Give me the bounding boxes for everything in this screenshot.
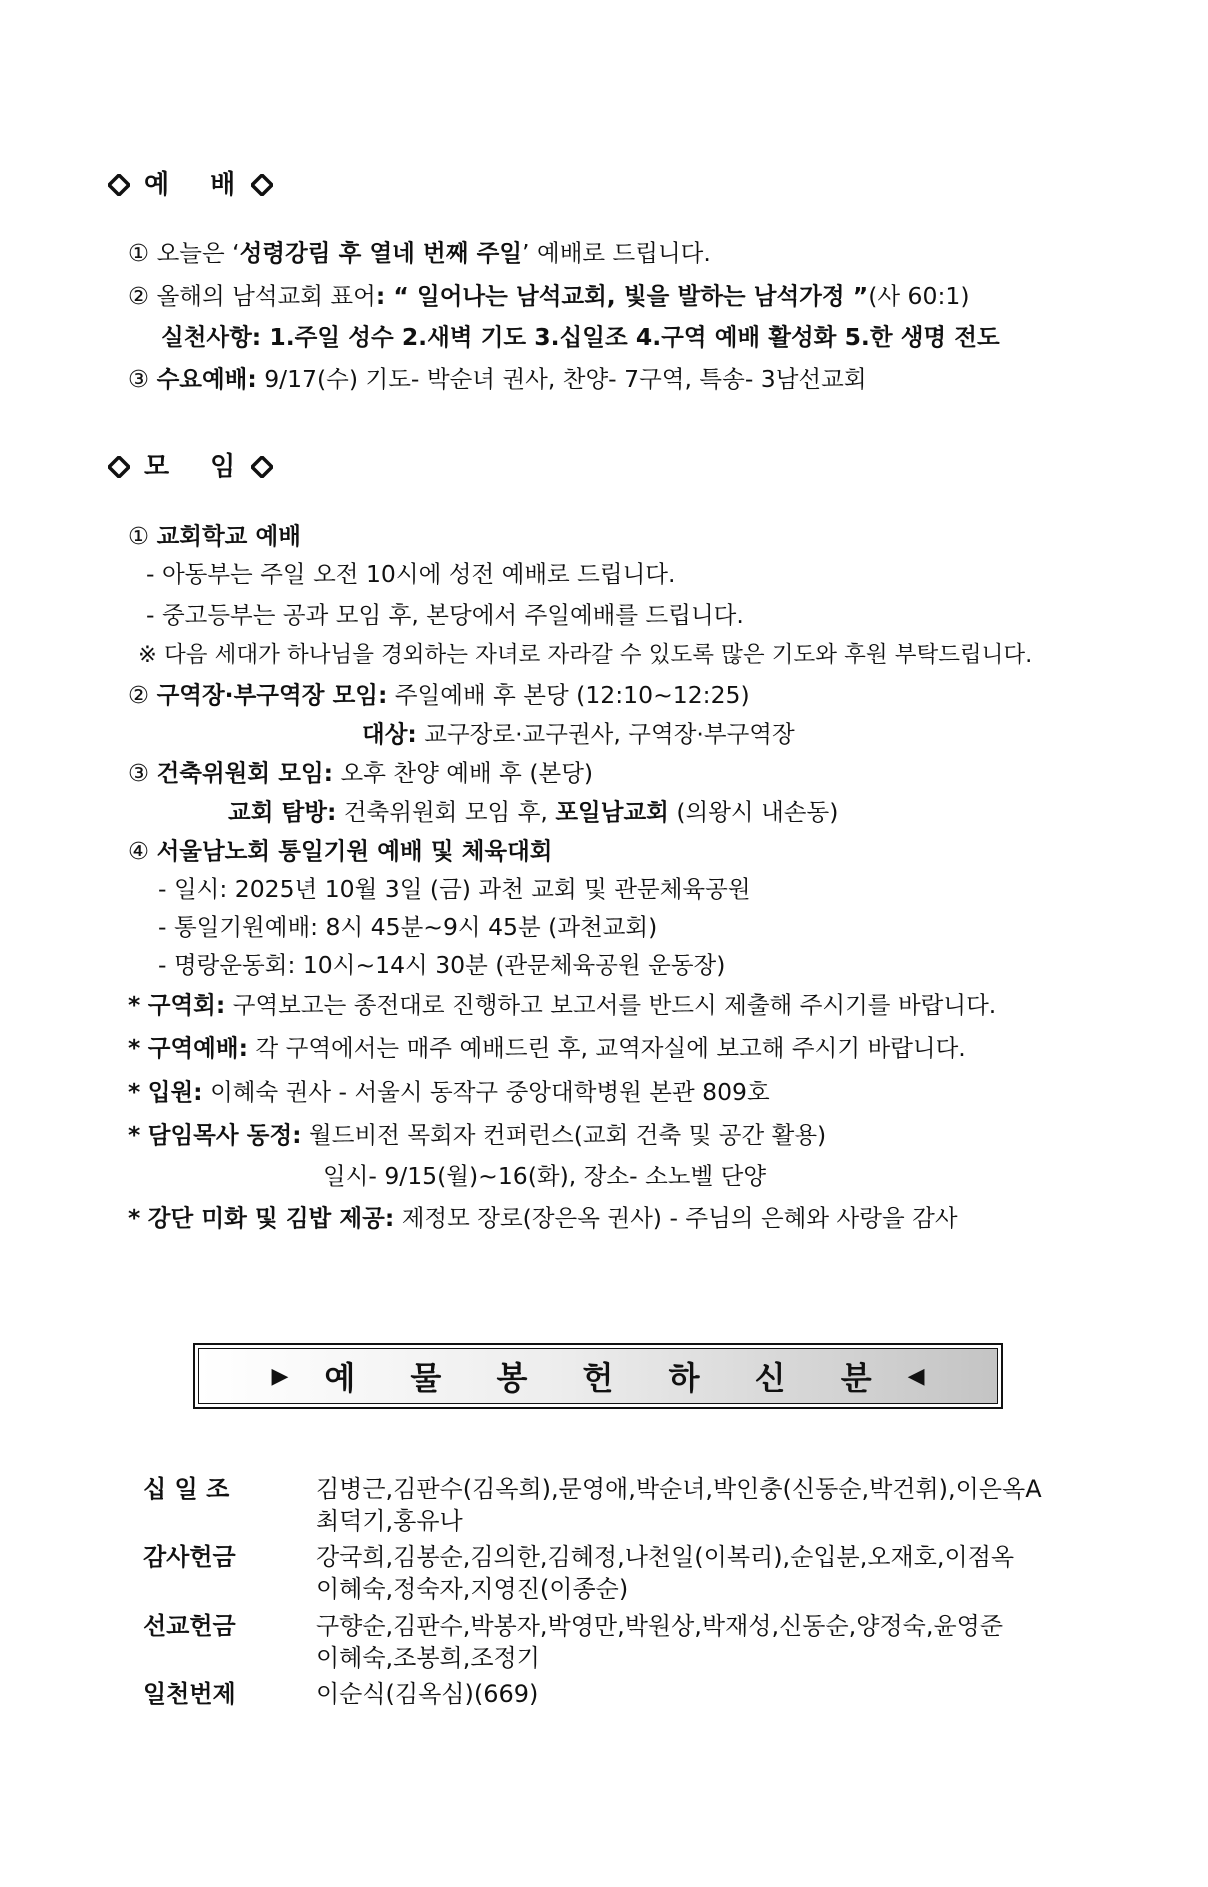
item-number: ③ bbox=[128, 759, 150, 787]
notice-4-schedule: 일시- 9/15(월)~16(화), 장소- 소노벨 단양 bbox=[323, 1162, 767, 1190]
star-bullet: * bbox=[128, 991, 141, 1019]
item-number: ② bbox=[128, 681, 150, 709]
left-triangle-icon: ◀ bbox=[907, 1363, 925, 1389]
worship-item-1 bbox=[128, 238, 711, 268]
item-number: ③ bbox=[128, 365, 150, 393]
item-bold-text: 구역장·부구역장 모임: bbox=[156, 681, 388, 709]
item-text: 교구장로·교구권사, 구역장·부구역장 bbox=[416, 720, 795, 748]
item-text: 오후 찬양 예배 후 (본당) bbox=[333, 759, 594, 787]
offering-banner bbox=[193, 1343, 1003, 1409]
offering-names-tithe-2: 최덕기,홍유나 bbox=[316, 1507, 463, 1535]
item-bold-text: 구역회: bbox=[147, 991, 226, 1019]
offering-label-thanks: 감사헌금 bbox=[143, 1543, 236, 1571]
notice-1 bbox=[128, 990, 996, 1020]
item-bold-text: 담임목사 동정: bbox=[147, 1121, 302, 1149]
item-text: 월드비전 목회자 컨퍼런스(교회 건축 및 공간 활용) bbox=[301, 1121, 827, 1149]
item-bold-text: 입원: bbox=[147, 1078, 203, 1106]
diamond-icon bbox=[108, 174, 130, 196]
meeting-3 bbox=[128, 758, 593, 788]
item-bold-text: 서울남노회 통일기원 예배 및 체육대회 bbox=[156, 837, 553, 865]
item-bold-text: 건축위원회 모임: bbox=[156, 759, 334, 787]
meeting-1-note: ※ 다음 세대가 하나님을 경외하는 자녀로 자라갈 수 있도록 많은 기도와 후원 부탁드립니다. bbox=[138, 642, 1033, 668]
meeting-1-head bbox=[128, 521, 301, 551]
offering-names-thanks-2: 이혜숙,정숙자,지영진(이종순) bbox=[316, 1575, 629, 1603]
diamond-icon bbox=[251, 174, 273, 196]
offering-names-mission-2: 이혜숙,조봉희,조정기 bbox=[316, 1644, 540, 1672]
offering-names-thousand-1: 이순식(김옥심)(669) bbox=[316, 1680, 539, 1708]
meeting-4-line-3: - 명랑운동회: 10시~14시 30분 (관문체육공원 운동장) bbox=[158, 951, 726, 979]
offering-banner-title: 예 물 봉 헌 하 신 분 bbox=[324, 1359, 894, 1397]
meeting-4-head bbox=[128, 836, 553, 866]
offering-names-thanks-1: 강국희,김봉순,김의한,김혜정,나천일(이복리),순입분,오재호,이점옥 bbox=[316, 1543, 1015, 1571]
item-text: ’ 예배로 드립니다. bbox=[522, 239, 711, 267]
offering-names-tithe-1: 김병근,김판수(김옥희),문영애,박순녀,박인충(신동순,박건휘),이은옥A bbox=[316, 1475, 1042, 1503]
item-number: ② bbox=[128, 282, 150, 310]
right-triangle-icon: ▶ bbox=[271, 1363, 289, 1389]
offering-label-mission: 선교헌금 bbox=[143, 1612, 236, 1640]
offering-banner-inner bbox=[198, 1348, 998, 1404]
item-bold-text: 교회 탐방: bbox=[228, 798, 337, 826]
item-bold-text: 수요예배: bbox=[156, 365, 257, 393]
item-text: 제정모 장로(장은옥 권사) - 주님의 은혜와 사랑을 감사 bbox=[394, 1204, 958, 1232]
offering-label-tithe: 십 일 조 bbox=[143, 1475, 230, 1503]
meeting-1-line-2: - 중고등부는 공과 모임 후, 본당에서 주일예배를 드립니다. bbox=[146, 601, 744, 629]
meeting-4-line-1: - 일시: 2025년 10월 3일 (금) 과천 교회 및 관문체육공원 bbox=[158, 875, 751, 903]
meetings-title: 모 임 bbox=[144, 452, 252, 482]
item-text: 구역보고는 종전대로 진행하고 보고서를 반드시 제출해 주시기를 바랍니다. bbox=[225, 991, 997, 1019]
item-number: ④ bbox=[128, 837, 150, 865]
practice-items: 실천사항: 1.주일 성수 2.새벽 기도 3.십일조 4.구역 예배 활성화 5.한 생명 전도 bbox=[161, 323, 1000, 351]
star-bullet: * bbox=[128, 1034, 141, 1062]
item-text: (의왕시 내손동) bbox=[668, 798, 839, 826]
notice-3 bbox=[128, 1077, 770, 1107]
diamond-icon bbox=[251, 456, 273, 478]
notice-4 bbox=[128, 1120, 826, 1150]
item-bold-text: 성령강림 후 열네 번째 주일 bbox=[239, 239, 523, 267]
worship-item-2 bbox=[128, 281, 970, 311]
worship-section-title bbox=[108, 168, 273, 202]
star-bullet: * bbox=[128, 1121, 141, 1149]
item-text: 건축위원회 모임 후, bbox=[336, 798, 556, 826]
item-number: ① bbox=[128, 239, 150, 267]
meeting-4-line-2: - 통일기원예배: 8시 45분~9시 45분 (과천교회) bbox=[158, 913, 658, 941]
item-text: 이혜숙 권사 - 서울시 동작구 중앙대학병원 본관 809호 bbox=[202, 1078, 770, 1106]
offering-label-thousand: 일천번제 bbox=[143, 1680, 236, 1708]
meeting-1-line-1: - 아동부는 주일 오전 10시에 성전 예배로 드립니다. bbox=[146, 560, 676, 588]
notice-5 bbox=[128, 1203, 958, 1233]
item-bold-text: 강단 미화 및 김밥 제공: bbox=[147, 1204, 395, 1232]
item-text: 9/17(수) 기도- 박순녀 권사, 찬양- 7구역, 특송- 3남선교회 bbox=[256, 365, 867, 393]
meetings-section-title bbox=[108, 450, 273, 484]
item-text: 각 구역에서는 매주 예배드린 후, 교역자실에 보고해 주시기 바랍니다. bbox=[247, 1034, 966, 1062]
offering-names-mission-1: 구향순,김판수,박봉자,박영만,박원상,박재성,신동순,양정숙,윤영준 bbox=[316, 1612, 1003, 1640]
notice-2 bbox=[128, 1033, 966, 1063]
meeting-2 bbox=[128, 680, 750, 710]
motto-text: : “ 일어나는 남석교회, 빛을 발하는 남석가정 ” bbox=[375, 282, 869, 310]
item-text: 올해의 남석교회 표어 bbox=[156, 282, 376, 310]
star-bullet: * bbox=[128, 1204, 141, 1232]
diamond-icon bbox=[108, 456, 130, 478]
worship-title: 예 배 bbox=[144, 170, 252, 200]
item-bold-text: 구역예배: bbox=[147, 1034, 248, 1062]
item-number: ① bbox=[128, 522, 150, 550]
star-bullet: * bbox=[128, 1078, 141, 1106]
worship-item-3 bbox=[128, 364, 867, 394]
item-bold-text: 포일남교회 bbox=[555, 798, 669, 826]
item-bold-text: 대상: bbox=[362, 720, 417, 748]
item-text: 주일예배 후 본당 (12:10~12:25) bbox=[387, 681, 750, 709]
item-text: 오늘은 ‘ bbox=[156, 239, 240, 267]
item-text: (사 60:1) bbox=[868, 282, 970, 310]
meeting-3-visit bbox=[228, 797, 838, 827]
item-bold-text: 교회학교 예배 bbox=[156, 522, 301, 550]
meeting-2-target bbox=[362, 719, 795, 749]
